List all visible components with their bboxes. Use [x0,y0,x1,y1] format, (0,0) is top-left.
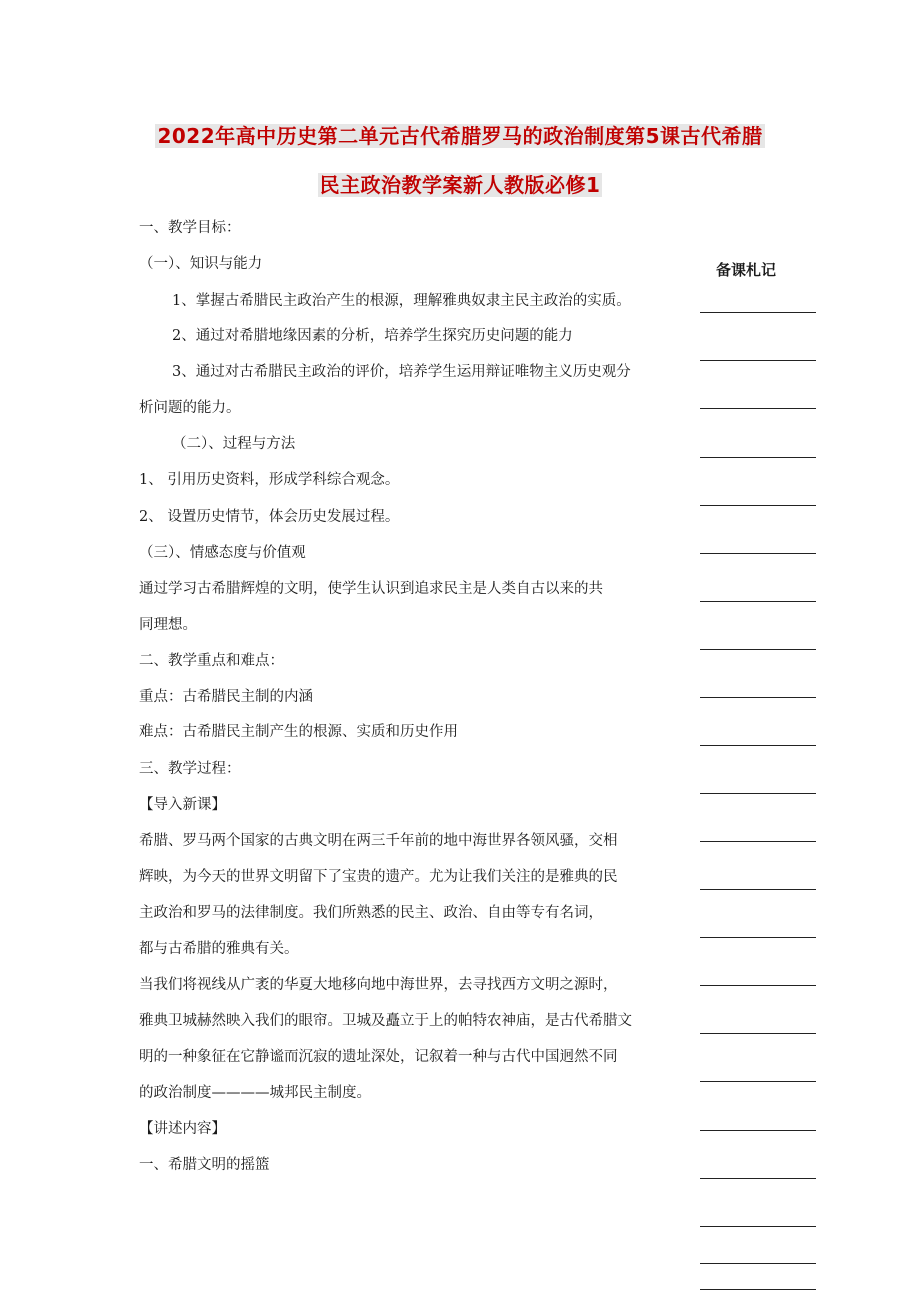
note-line [700,985,816,986]
note-line [700,889,816,890]
text-line: 一、教学目标： [139,220,241,236]
note-line [700,1130,816,1131]
text-line: （二）、过程与方法 [172,436,296,452]
note-line [700,1289,816,1290]
note-line [700,745,816,746]
text-line: （三）、情感态度与价值观 [139,545,306,561]
text-line: 析问题的能力。 [139,400,241,416]
note-line [700,408,816,409]
text-line: 2、 设置历史情节，体会历史发展过程。 [139,509,400,525]
text-line: 难点：古希腊民主制产生的根源、实质和历史作用 [139,724,458,740]
text-line: 主政治和罗马的法律制度。我们所熟悉的民主、政治、自由等专有名词， [139,905,603,921]
note-line [700,697,816,698]
document-title-line-1: 2022年高中历史第二单元古代希腊罗马的政治制度第5课古代希腊 [157,124,763,148]
text-line: 通过学习古希腊辉煌的文明，使学生认识到追求民主是人类自古以来的共 [139,581,603,597]
text-line: 辉映，为今天的世界文明留下了宝贵的遗产。尤为让我们关注的是雅典的民 [139,869,618,885]
text-line: 二、教学重点和难点： [139,653,284,669]
text-line: 一、希腊文明的摇篮 [139,1157,270,1173]
text-line: 同理想。 [139,617,197,633]
note-line [700,312,816,313]
text-line: 雅典卫城赫然映入我们的眼帘。卫城及矗立于上的帕特农神庙，是古代希腊文 [139,1013,632,1029]
note-line [700,553,816,554]
text-line: 的政治制度————城邦民主制度。 [139,1085,371,1101]
text-line: 三、教学过程： [139,761,241,777]
note-line [700,360,816,361]
note-line [700,793,816,794]
text-line: 希腊、罗马两个国家的古典文明在两三千年前的地中海世界各领风骚，交相 [139,833,618,849]
text-line: 当我们将视线从广袤的华夏大地移向地中海世界，去寻找西方文明之源时， [139,977,618,993]
text-line: 都与古希腊的雅典有关。 [139,941,299,957]
text-line: （一）、知识与能力 [139,256,263,272]
text-line: 【讲述内容】 [139,1121,226,1137]
note-line [700,1081,816,1082]
text-line: 1、掌握古希腊民主政治产生的根源，理解雅典奴隶主民主政治的实质。 [172,293,631,309]
note-line [700,937,816,938]
note-line [700,505,816,506]
note-line [700,601,816,602]
notes-column-label: 备课札记 [716,261,777,279]
text-line: 3、通过对古希腊民主政治的评价，培养学生运用辩证唯物主义历史观分 [172,364,631,380]
note-line [700,1263,816,1264]
text-line: 【导入新课】 [139,797,226,813]
note-line [700,1178,816,1179]
text-line: 重点：古希腊民主制的内涵 [139,689,313,705]
document-title-line-2: 民主政治教学案新人教版必修1 [319,173,601,197]
note-line [700,1033,816,1034]
text-line: 2、通过对希腊地缘因素的分析，培养学生探究历史问题的能力 [172,328,573,344]
text-line: 1、 引用历史资料，形成学科综合观念。 [139,472,400,488]
text-line: 明的一种象征在它静谧而沉寂的遗址深处，记叙着一种与古代中国迥然不同 [139,1049,618,1065]
note-line [700,457,816,458]
note-line [700,841,816,842]
note-line [700,649,816,650]
note-line [700,1226,816,1227]
